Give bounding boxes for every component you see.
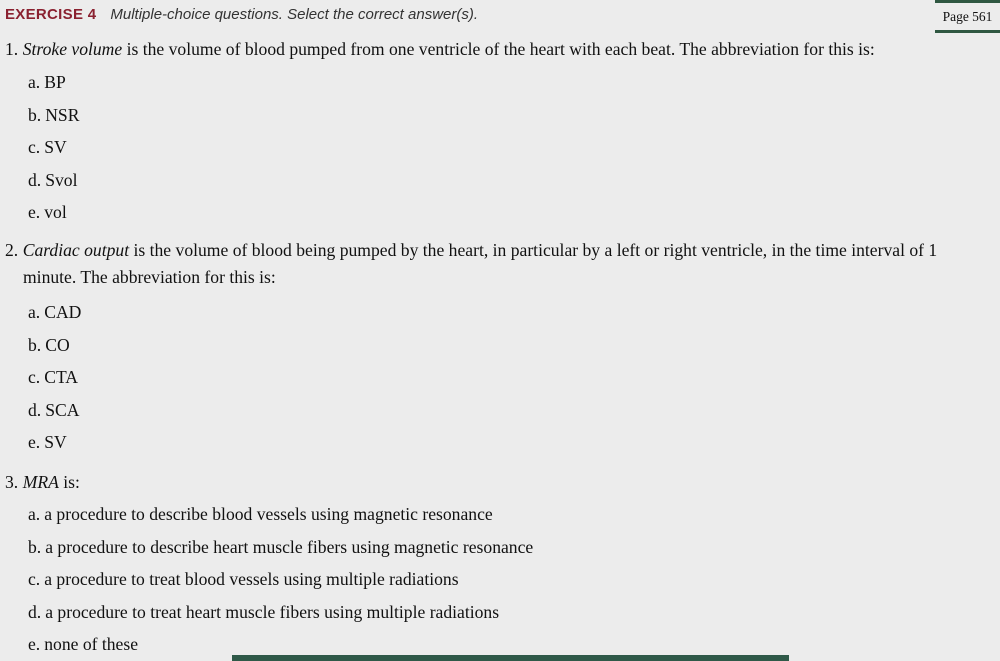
option-1d xyxy=(28,164,993,197)
option-3a-text: a procedure to describe blood vessels using magnetic resonance xyxy=(44,504,493,524)
option-2b-text: CO xyxy=(45,334,70,355)
option-1e xyxy=(28,196,993,229)
option-2b-letter: b. xyxy=(28,334,42,355)
option-1a xyxy=(28,66,993,99)
option-1a-text: BP xyxy=(44,72,66,92)
option-1b-text: NSR xyxy=(45,104,80,125)
option-1b-letter: b. xyxy=(28,104,42,125)
option-2a-text: CAD xyxy=(44,302,82,322)
option-3e-text: none of these xyxy=(44,634,139,654)
option-1d-text: Svol xyxy=(45,169,78,190)
page-reference-link[interactable] xyxy=(935,0,1000,33)
question-3-term: MRA xyxy=(22,472,59,492)
question-1-body: is the volume of blood pumped from one ventricle of the heart with each beat. The abbreviation for this is: xyxy=(122,39,875,59)
option-3a xyxy=(28,498,993,531)
option-2b xyxy=(28,329,993,362)
question-2-term: Cardiac output xyxy=(22,240,130,260)
question-2 xyxy=(5,237,993,459)
question-2-number: 2. xyxy=(5,240,19,260)
option-3d-text: a procedure to treat heart muscle fibers using multiple radiations xyxy=(45,601,500,622)
option-2e-text: SV xyxy=(44,432,67,452)
question-3-body: is: xyxy=(58,472,80,492)
question-2-options xyxy=(5,296,993,459)
option-2c-letter: c. xyxy=(28,367,41,387)
option-3c xyxy=(28,563,993,596)
question-1-options xyxy=(5,66,993,229)
question-2-body: is the volume of blood being pumped by the heart, in particular by a left or right ventricle, in the time interval of 1 minute. The abbreviation for this is: xyxy=(23,240,938,287)
option-1c-letter: c. xyxy=(28,137,41,157)
option-3b-letter: b. xyxy=(28,536,42,557)
option-3d-letter: d. xyxy=(28,601,42,622)
question-1 xyxy=(5,36,993,229)
option-2c-text: CTA xyxy=(44,367,78,387)
option-2a xyxy=(28,296,993,329)
question-3-text xyxy=(5,469,993,496)
option-2e xyxy=(28,426,993,459)
question-1-text xyxy=(5,36,993,63)
exercise-header xyxy=(5,5,890,25)
option-3a-letter: a. xyxy=(28,504,41,524)
question-3-number: 3. xyxy=(5,472,19,492)
option-2d-text: SCA xyxy=(45,399,80,420)
option-2c xyxy=(28,361,993,394)
section-divider-bar xyxy=(232,655,789,661)
option-3e-letter: e. xyxy=(28,634,41,654)
page-reference-label: Page 561 xyxy=(942,9,993,24)
question-2-text xyxy=(5,237,993,291)
option-1c-text: SV xyxy=(44,137,67,157)
option-3c-letter: c. xyxy=(28,569,41,589)
option-1e-letter: e. xyxy=(28,202,41,222)
option-2d xyxy=(28,394,993,427)
option-3c-text: a procedure to treat blood vessels using multiple radiations xyxy=(44,569,459,589)
question-3 xyxy=(5,469,993,661)
exercise-instructions: Multiple-choice questions. Select the correct answer(s). xyxy=(110,6,479,23)
option-2d-letter: d. xyxy=(28,399,42,420)
exercise-title: EXERCISE 4 xyxy=(5,6,97,23)
option-1d-letter: d. xyxy=(28,169,42,190)
question-1-term: Stroke volume xyxy=(22,39,123,59)
option-1c xyxy=(28,131,993,164)
option-1e-text: vol xyxy=(44,202,67,222)
option-3b xyxy=(28,531,993,564)
question-1-number: 1. xyxy=(5,39,19,59)
question-3-options xyxy=(5,498,993,661)
option-2a-letter: a. xyxy=(28,302,41,322)
option-1a-letter: a. xyxy=(28,72,41,92)
option-3b-text: a procedure to describe heart muscle fibers using magnetic resonance xyxy=(45,536,534,557)
option-3d xyxy=(28,596,993,629)
option-1b xyxy=(28,99,993,132)
option-2e-letter: e. xyxy=(28,432,41,452)
